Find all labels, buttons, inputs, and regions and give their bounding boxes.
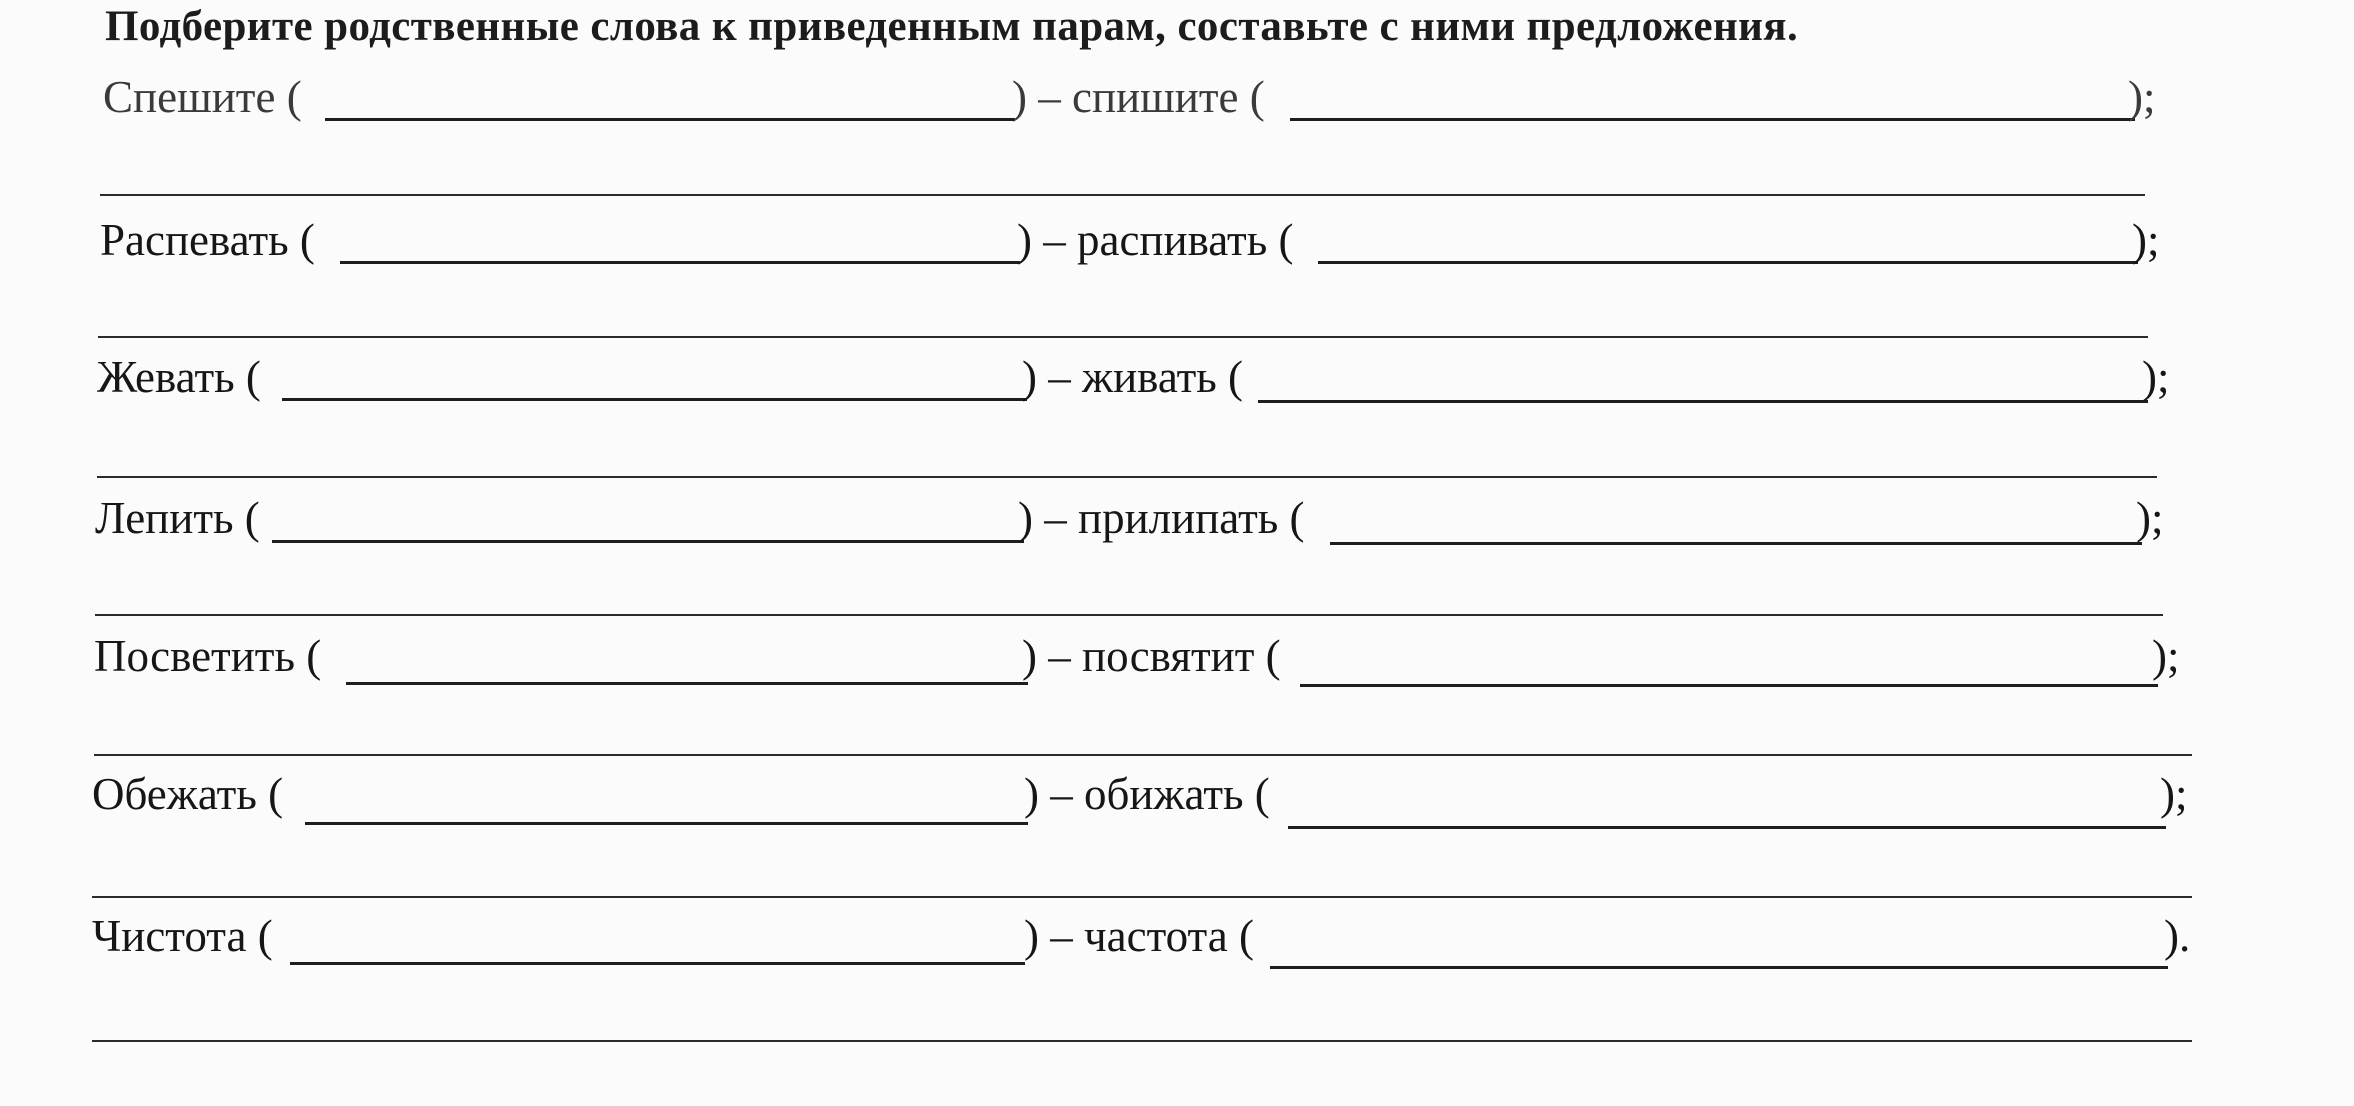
end-punct-6: ); [2160, 769, 2188, 819]
first-word-5: Посветить ( [94, 631, 322, 681]
first-word-4: Лепить ( [95, 493, 260, 543]
answer-blank-5b[interactable] [1300, 684, 2158, 687]
end-punct-1: ); [2128, 72, 2156, 122]
second-word-7: ) – частота ( [1024, 911, 1254, 961]
answer-blank-4a[interactable] [272, 540, 1024, 543]
second-word-6: ) – обижать ( [1024, 769, 1270, 819]
answer-blank-2b[interactable] [1318, 261, 2138, 264]
second-word-4: ) – прилипать ( [1018, 493, 1305, 543]
answer-blank-1b[interactable] [1290, 118, 2135, 121]
end-punct-5: ); [2152, 631, 2180, 681]
second-word-3: ) – живать ( [1022, 352, 1244, 402]
answer-blank-7a[interactable] [290, 962, 1025, 965]
instruction-heading: Подберите родственные слова к приведенным парам, составьте с ними предложения. [105, 3, 1799, 50]
first-word-3: Жевать ( [97, 352, 261, 402]
end-punct-7: ). [2164, 911, 2191, 961]
sentence-line-1[interactable] [100, 194, 2145, 196]
sentence-line-2[interactable] [98, 336, 2148, 338]
answer-blank-5a[interactable] [346, 682, 1028, 685]
answer-blank-7b[interactable] [1270, 966, 2168, 969]
sentence-line-5[interactable] [94, 754, 2192, 756]
sentence-line-7[interactable] [92, 1040, 2192, 1042]
second-word-5: ) – посвятит ( [1022, 631, 1281, 681]
first-word-7: Чистота ( [92, 911, 273, 961]
answer-blank-3b[interactable] [1258, 400, 2148, 403]
answer-blank-2a[interactable] [340, 261, 1020, 264]
second-word-1: ) – спишите ( [1012, 72, 1265, 122]
first-word-6: Обежать ( [92, 769, 284, 819]
first-word-2: Распевать ( [100, 215, 315, 265]
end-punct-2: ); [2132, 215, 2160, 265]
sentence-line-6[interactable] [92, 896, 2192, 898]
end-punct-4: ); [2136, 493, 2164, 543]
answer-blank-6b[interactable] [1288, 826, 2166, 829]
first-word-1: Спешите ( [103, 72, 302, 122]
answer-blank-6a[interactable] [305, 822, 1028, 825]
sentence-line-3[interactable] [97, 476, 2157, 478]
answer-blank-4b[interactable] [1330, 542, 2142, 545]
end-punct-3: ); [2142, 352, 2170, 402]
answer-blank-3a[interactable] [282, 398, 1027, 401]
sentence-line-4[interactable] [95, 614, 2163, 616]
second-word-2: ) – распивать ( [1017, 215, 1294, 265]
answer-blank-1a[interactable] [325, 118, 1015, 121]
